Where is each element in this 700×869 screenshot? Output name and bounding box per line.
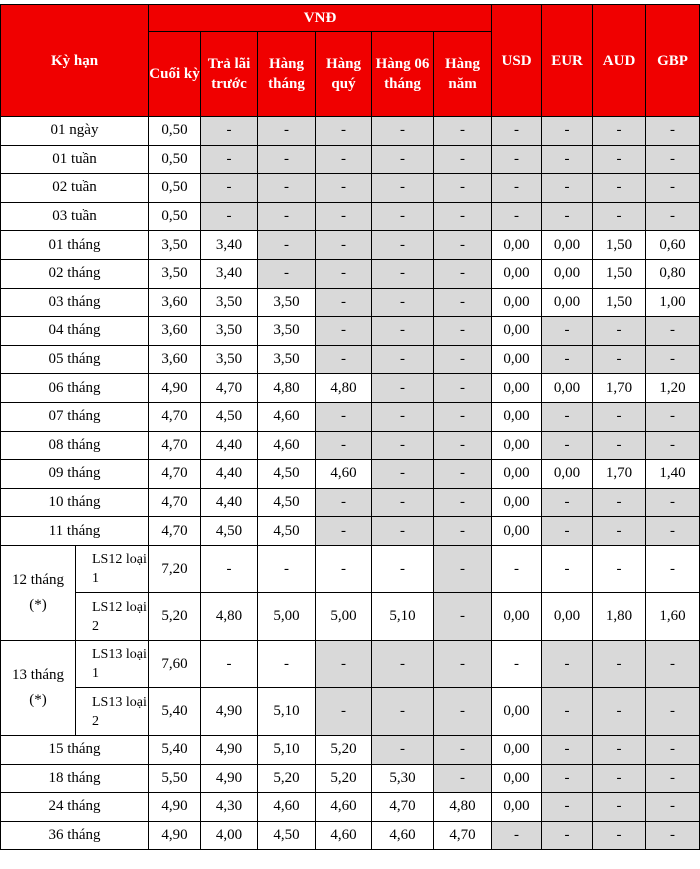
rate-cell: 4,60 [372, 821, 434, 850]
rate-cell: 0,00 [492, 374, 542, 403]
rate-cell: 5,20 [316, 764, 372, 793]
rate-cell: - [492, 545, 542, 593]
rate-cell: 0,00 [492, 317, 542, 346]
header-hang-quy: Hàng quý [316, 32, 372, 117]
rate-cell: - [492, 145, 542, 174]
rate-cell: - [646, 145, 700, 174]
rate-cell: - [372, 231, 434, 260]
rate-cell: - [646, 202, 700, 231]
rate-cell: - [646, 688, 700, 736]
rate-cell: - [434, 345, 492, 374]
rate-cell: 5,50 [149, 764, 201, 793]
rate-cell: - [434, 488, 492, 517]
table-row [1, 460, 700, 489]
rate-cell: - [542, 735, 593, 764]
rate-cell: 0,00 [542, 460, 593, 489]
rate-cell: 4,50 [258, 488, 316, 517]
rate-cell: - [593, 202, 646, 231]
rate-cell: 0,00 [492, 688, 542, 736]
table-row [1, 488, 700, 517]
header-aud: AUD [593, 5, 646, 117]
rate-cell: - [542, 517, 593, 546]
rate-cell: - [593, 117, 646, 146]
rate-cell: - [372, 517, 434, 546]
rate-cell: - [201, 545, 258, 593]
rate-cell: 0,80 [646, 259, 700, 288]
rate-cell: 4,90 [149, 821, 201, 850]
rate-cell: 3,50 [149, 231, 201, 260]
rate-cell: - [316, 231, 372, 260]
term-label: 05 tháng [1, 345, 149, 374]
rate-cell: 4,30 [201, 793, 258, 822]
rate-cell: - [434, 402, 492, 431]
rate-cell: - [646, 317, 700, 346]
table-row [1, 117, 700, 146]
term-label: 15 tháng [1, 735, 149, 764]
rate-cell: - [316, 117, 372, 146]
rate-cell: - [646, 402, 700, 431]
rate-cell: - [372, 402, 434, 431]
rate-cell: 5,40 [149, 688, 201, 736]
rate-table-body [1, 117, 700, 850]
rate-cell: - [316, 517, 372, 546]
rate-cell: 0,00 [492, 259, 542, 288]
rate-cell: 7,20 [149, 545, 201, 593]
term-label: 08 tháng [1, 431, 149, 460]
rate-cell: - [542, 545, 593, 593]
rate-cell: 5,00 [316, 593, 372, 641]
sub-term-label: LS12 loại 2 [76, 593, 149, 641]
rate-cell: - [258, 640, 316, 688]
rate-cell: 3,50 [258, 288, 316, 317]
rate-cell: - [492, 202, 542, 231]
term-note: (*) [29, 596, 47, 613]
rate-cell: 0,00 [542, 231, 593, 260]
rate-cell: - [434, 460, 492, 489]
rate-cell: - [492, 174, 542, 203]
table-row [1, 593, 700, 641]
rate-cell: 3,50 [201, 345, 258, 374]
rate-cell: 4,60 [316, 821, 372, 850]
table-row [1, 288, 700, 317]
rate-cell: - [646, 764, 700, 793]
rate-cell: - [434, 317, 492, 346]
term-label: 36 tháng [1, 821, 149, 850]
rate-cell: 0,00 [492, 288, 542, 317]
rate-cell: - [542, 793, 593, 822]
rate-cell: - [646, 821, 700, 850]
term-label: 03 tháng [1, 288, 149, 317]
rate-cell: - [542, 174, 593, 203]
rate-cell: 4,50 [201, 517, 258, 546]
term-label: 24 tháng [1, 793, 149, 822]
term-group-label [1, 545, 76, 640]
rate-cell: 0,00 [492, 345, 542, 374]
term-label: 12 tháng [11, 571, 65, 588]
term-label: 10 tháng [1, 488, 149, 517]
rate-cell: - [434, 545, 492, 593]
rate-cell: 0,00 [492, 431, 542, 460]
rate-cell: 5,30 [372, 764, 434, 793]
rate-cell: 4,60 [258, 431, 316, 460]
header-tra-lai-truoc: Trả lãi trước [201, 32, 258, 117]
rate-cell: 0,00 [492, 402, 542, 431]
table-row [1, 640, 700, 688]
term-label: 04 tháng [1, 317, 149, 346]
rate-cell: - [316, 259, 372, 288]
rate-cell: - [542, 821, 593, 850]
rate-cell: 0,50 [149, 174, 201, 203]
header-hang-thang: Hàng tháng [258, 32, 316, 117]
rate-cell: 5,40 [149, 735, 201, 764]
rate-cell: 3,40 [201, 259, 258, 288]
rate-cell: - [434, 593, 492, 641]
rate-cell: - [372, 117, 434, 146]
term-label: 01 ngày [1, 117, 149, 146]
rate-cell: - [372, 488, 434, 517]
rate-cell: - [492, 117, 542, 146]
rate-cell: - [372, 202, 434, 231]
rate-cell: - [492, 821, 542, 850]
header-cuoi-ky: Cuối kỳ [149, 32, 201, 117]
rate-cell: - [316, 431, 372, 460]
sub-term-label: LS13 loại 1 [76, 640, 149, 688]
rate-cell: 3,50 [258, 317, 316, 346]
rate-cell: 0,50 [149, 117, 201, 146]
rate-cell: - [372, 317, 434, 346]
rate-cell: - [372, 431, 434, 460]
rate-cell: - [316, 174, 372, 203]
rate-cell: 4,70 [149, 402, 201, 431]
rate-cell: - [372, 460, 434, 489]
rate-cell: - [646, 117, 700, 146]
term-label: 06 tháng [1, 374, 149, 403]
rate-cell: 7,60 [149, 640, 201, 688]
rate-cell: - [372, 345, 434, 374]
rate-cell: - [316, 288, 372, 317]
table-row [1, 145, 700, 174]
rate-cell: - [372, 640, 434, 688]
rate-cell: - [593, 402, 646, 431]
rate-cell: - [646, 545, 700, 593]
rate-cell: - [258, 145, 316, 174]
term-note: (*) [29, 691, 47, 708]
rate-cell: - [434, 202, 492, 231]
rate-cell: 4,40 [201, 460, 258, 489]
table-row [1, 374, 700, 403]
rate-cell: 4,90 [201, 735, 258, 764]
table-row [1, 345, 700, 374]
rate-cell: 3,40 [201, 231, 258, 260]
table-row [1, 259, 700, 288]
rate-cell: - [542, 402, 593, 431]
term-label: 13 tháng [11, 666, 65, 683]
rate-cell: 5,20 [258, 764, 316, 793]
rate-cell: 5,20 [316, 735, 372, 764]
term-group-label [1, 640, 76, 735]
rate-cell: 4,40 [201, 431, 258, 460]
rate-cell: - [542, 688, 593, 736]
rate-cell: - [201, 202, 258, 231]
table-row [1, 735, 700, 764]
header-gbp: GBP [646, 5, 700, 117]
rate-cell: - [646, 345, 700, 374]
term-label: 02 tháng [1, 259, 149, 288]
header-usd: USD [492, 5, 542, 117]
table-row [1, 821, 700, 850]
rate-cell: 0,00 [492, 231, 542, 260]
rate-cell: - [316, 640, 372, 688]
rate-cell: 4,40 [201, 488, 258, 517]
rate-cell: - [372, 259, 434, 288]
term-label: 02 tuần [1, 174, 149, 203]
rate-cell: 1,20 [646, 374, 700, 403]
rate-cell: - [593, 488, 646, 517]
rate-cell: - [372, 288, 434, 317]
rate-cell: - [646, 640, 700, 688]
rate-cell: - [201, 117, 258, 146]
rate-cell: - [372, 145, 434, 174]
rate-cell: - [434, 640, 492, 688]
rate-cell: - [593, 317, 646, 346]
rate-cell: - [258, 202, 316, 231]
rate-cell: - [434, 688, 492, 736]
rate-cell: - [593, 545, 646, 593]
term-label: 09 tháng [1, 460, 149, 489]
rate-cell: - [593, 345, 646, 374]
table-row [1, 174, 700, 203]
rate-cell: 4,00 [201, 821, 258, 850]
sub-term-label: LS12 loại 1 [76, 545, 149, 593]
rate-cell: 5,10 [372, 593, 434, 641]
rate-cell: 0,00 [492, 460, 542, 489]
term-label: 18 tháng [1, 764, 149, 793]
rate-cell: - [258, 117, 316, 146]
rate-cell: 0,00 [492, 593, 542, 641]
table-row [1, 317, 700, 346]
rate-cell: 3,50 [201, 317, 258, 346]
table-row [1, 764, 700, 793]
rate-cell: - [316, 145, 372, 174]
rate-cell: - [593, 793, 646, 822]
rate-cell: - [434, 174, 492, 203]
rate-cell: 4,60 [258, 793, 316, 822]
rate-cell: 1,70 [593, 374, 646, 403]
rate-cell: 4,80 [434, 793, 492, 822]
rate-cell: 0,00 [542, 288, 593, 317]
rate-cell: - [542, 345, 593, 374]
rate-cell: 0,00 [542, 593, 593, 641]
rate-cell: 4,70 [149, 431, 201, 460]
rate-cell: 4,90 [149, 374, 201, 403]
rate-cell: - [201, 640, 258, 688]
rate-cell: - [593, 735, 646, 764]
rate-cell: - [316, 345, 372, 374]
rate-cell: - [316, 488, 372, 517]
term-label: 01 tháng [1, 231, 149, 260]
rate-cell: - [542, 640, 593, 688]
table-row [1, 545, 700, 593]
rate-cell: 4,70 [149, 517, 201, 546]
rate-cell: 4,50 [201, 402, 258, 431]
rate-cell: - [316, 202, 372, 231]
term-label: 07 tháng [1, 402, 149, 431]
rate-cell: - [201, 145, 258, 174]
rate-cell: 4,80 [316, 374, 372, 403]
rate-cell: - [542, 317, 593, 346]
rate-cell: - [593, 764, 646, 793]
rate-cell: - [316, 402, 372, 431]
header-hang-nam: Hàng năm [434, 32, 492, 117]
rate-cell: - [372, 174, 434, 203]
rate-cell: - [542, 117, 593, 146]
rate-cell: - [316, 545, 372, 593]
table-row [1, 793, 700, 822]
rate-cell: 3,50 [149, 259, 201, 288]
header-term: Kỳ hạn [1, 5, 149, 117]
rate-cell: - [492, 640, 542, 688]
rate-cell: - [593, 821, 646, 850]
rate-cell: - [593, 688, 646, 736]
rate-cell: - [593, 640, 646, 688]
rate-cell: 4,90 [201, 688, 258, 736]
rate-cell: 3,50 [258, 345, 316, 374]
rate-cell: - [434, 431, 492, 460]
sub-term-label: LS13 loại 2 [76, 688, 149, 736]
rate-cell: - [542, 145, 593, 174]
rate-cell: 0,00 [492, 793, 542, 822]
rate-cell: - [593, 431, 646, 460]
rate-cell: - [434, 259, 492, 288]
rate-cell: - [646, 174, 700, 203]
interest-rate-table [0, 4, 700, 850]
rate-cell: - [542, 764, 593, 793]
rate-cell: 0,00 [492, 764, 542, 793]
rate-cell: 4,70 [434, 821, 492, 850]
rate-cell: - [316, 317, 372, 346]
rate-cell: 4,70 [149, 488, 201, 517]
rate-cell: 1,80 [593, 593, 646, 641]
rate-cell: 0,50 [149, 145, 201, 174]
rate-cell: 1,50 [593, 231, 646, 260]
rate-cell: 0,00 [542, 374, 593, 403]
rate-cell: 4,70 [149, 460, 201, 489]
rate-cell: 0,60 [646, 231, 700, 260]
term-label: 11 tháng [1, 517, 149, 546]
rate-cell: 1,00 [646, 288, 700, 317]
rate-cell: 5,10 [258, 688, 316, 736]
rate-cell: 4,90 [149, 793, 201, 822]
rate-cell: - [593, 145, 646, 174]
table-row [1, 688, 700, 736]
rate-cell: 1,40 [646, 460, 700, 489]
rate-cell: - [258, 545, 316, 593]
rate-cell: 4,60 [258, 402, 316, 431]
table-row [1, 517, 700, 546]
rate-cell: - [593, 517, 646, 546]
rate-cell: - [646, 735, 700, 764]
header-vnd: VNĐ [149, 5, 492, 32]
rate-cell: - [646, 488, 700, 517]
term-label: 01 tuần [1, 145, 149, 174]
table-row [1, 402, 700, 431]
rate-cell: 0,00 [542, 259, 593, 288]
rate-cell: - [434, 231, 492, 260]
rate-cell: 4,80 [201, 593, 258, 641]
rate-cell: 1,60 [646, 593, 700, 641]
rate-cell: - [434, 117, 492, 146]
rate-cell: - [201, 174, 258, 203]
rate-cell: 4,60 [316, 793, 372, 822]
rate-cell: 4,50 [258, 517, 316, 546]
rate-cell: 4,70 [201, 374, 258, 403]
rate-cell: - [434, 764, 492, 793]
table-row [1, 431, 700, 460]
rate-cell: - [434, 735, 492, 764]
rate-cell: 4,60 [316, 460, 372, 489]
rate-cell: - [593, 174, 646, 203]
rate-cell: 4,50 [258, 460, 316, 489]
rate-cell: 0,00 [492, 517, 542, 546]
rate-cell: 3,60 [149, 288, 201, 317]
rate-cell: 3,60 [149, 317, 201, 346]
rate-cell: - [646, 517, 700, 546]
table-row [1, 202, 700, 231]
rate-cell: - [372, 545, 434, 593]
rate-cell: - [434, 374, 492, 403]
rate-cell: - [542, 431, 593, 460]
rate-cell: - [372, 688, 434, 736]
rate-cell: 0,00 [492, 488, 542, 517]
header-hang-06-thang: Hàng 06 tháng [372, 32, 434, 117]
rate-cell: - [646, 793, 700, 822]
rate-cell: 1,50 [593, 288, 646, 317]
rate-cell: - [316, 688, 372, 736]
rate-cell: - [258, 231, 316, 260]
rate-cell: - [542, 202, 593, 231]
rate-cell: 3,60 [149, 345, 201, 374]
rate-cell: 0,50 [149, 202, 201, 231]
rate-cell: - [434, 145, 492, 174]
rate-cell: 4,90 [201, 764, 258, 793]
rate-cell: 1,70 [593, 460, 646, 489]
rate-cell: - [542, 488, 593, 517]
rate-cell: 1,50 [593, 259, 646, 288]
rate-cell: - [372, 735, 434, 764]
rate-cell: 3,50 [201, 288, 258, 317]
header-eur: EUR [542, 5, 593, 117]
rate-cell: - [434, 288, 492, 317]
rate-cell: 4,70 [372, 793, 434, 822]
rate-cell: 5,10 [258, 735, 316, 764]
rate-cell: 5,20 [149, 593, 201, 641]
rate-cell: - [434, 517, 492, 546]
rate-cell: - [258, 174, 316, 203]
rate-cell: 4,50 [258, 821, 316, 850]
term-label: 03 tuần [1, 202, 149, 231]
rate-cell: - [258, 259, 316, 288]
rate-cell: 0,00 [492, 735, 542, 764]
table-row [1, 231, 700, 260]
rate-cell: 4,80 [258, 374, 316, 403]
rate-cell: - [372, 374, 434, 403]
rate-cell: 5,00 [258, 593, 316, 641]
rate-cell: - [646, 431, 700, 460]
